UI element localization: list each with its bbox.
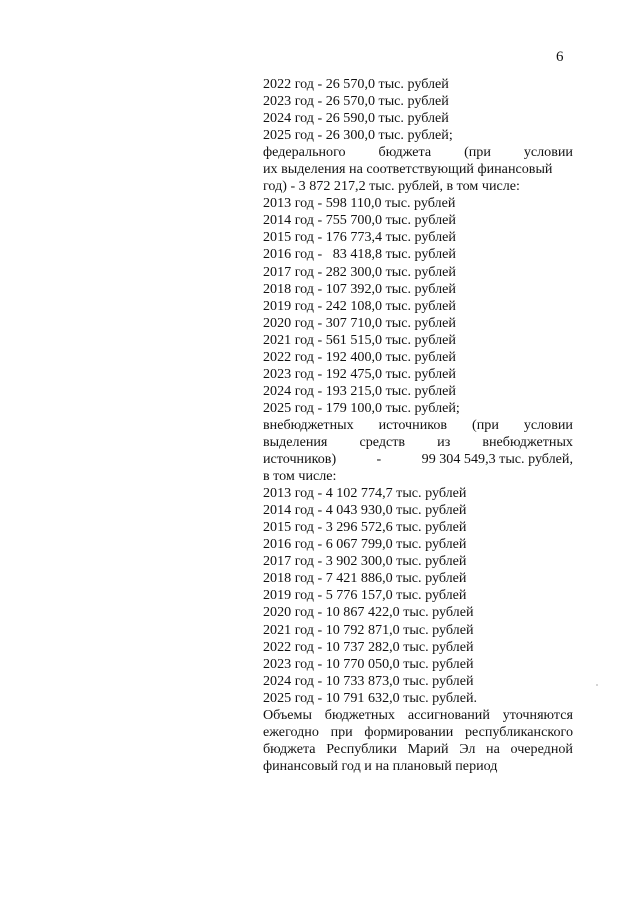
year-line: 2013 год - 598 110,0 тыс. рублей (263, 195, 456, 212)
word: 99 304 549,3 тыс. рублей, (421, 451, 573, 468)
year-line: 2018 год - 107 392,0 тыс. рублей (263, 280, 456, 297)
extrabudgetary-section (263, 417, 573, 707)
federal-section (263, 144, 573, 417)
extrabudgetary-intro-line (263, 434, 573, 451)
word: бюджетных (324, 706, 395, 723)
year-line: 2020 год - 10 867 422,0 тыс. рублей (263, 604, 474, 621)
closing-line (263, 724, 573, 741)
closing-line (263, 707, 573, 724)
word: бюджета (263, 740, 316, 757)
year-line: 2021 год - 10 792 871,0 тыс. рублей (263, 621, 474, 638)
year-line: 2022 год - 26 570,0 тыс. рублей (263, 76, 449, 92)
word: (при (464, 144, 491, 161)
year-line: 2015 год - 3 296 572,6 тыс. рублей (263, 519, 467, 536)
word: из (437, 433, 451, 450)
extrabudgetary-total-line (263, 451, 573, 468)
year-line: 2025 год - 179 100,0 тыс. рублей; (263, 399, 460, 416)
word: очередной (510, 740, 573, 757)
word: условии (523, 144, 573, 161)
regional-years-list (263, 76, 573, 144)
year-line: 2019 год - 242 108,0 тыс. рублей (263, 297, 456, 314)
word: выделения (263, 433, 328, 450)
word: условии (523, 416, 573, 433)
year-line: 2013 год - 4 102 774,7 тыс. рублей (263, 485, 467, 502)
word: уточняются (502, 706, 573, 723)
year-line: 2020 год - 307 710,0 тыс. рублей (263, 314, 456, 331)
year-line: 2025 год - 26 300,0 тыс. рублей; (263, 127, 453, 144)
year-line: 2015 год - 176 773,4 тыс. рублей (263, 229, 456, 246)
year-line: 2023 год - 192 475,0 тыс. рублей (263, 365, 456, 382)
word: Марий (407, 740, 449, 757)
year-line: 2017 год - 282 300,0 тыс. рублей (263, 263, 456, 280)
word: Объемы (263, 706, 312, 723)
extrabudgetary-intro-line (263, 417, 573, 434)
year-line: 2014 год - 4 043 930,0 тыс. рублей (263, 502, 467, 519)
word: ежегодно (263, 723, 319, 740)
year-line: 2017 год - 3 902 300,0 тыс. рублей (263, 553, 467, 570)
year-line: 2022 год - 192 400,0 тыс. рублей (263, 348, 456, 365)
year-line: 2022 год - 10 737 282,0 тыс. рублей (263, 638, 474, 655)
year-line: 2016 год - 83 418,8 тыс. рублей (263, 246, 456, 263)
word: - (376, 451, 382, 468)
word: средств (359, 433, 406, 450)
closing-line (263, 741, 573, 758)
word: источников) (263, 451, 337, 468)
year-line: 2025 год - 10 791 632,0 тыс. рублей. (263, 689, 478, 706)
word: ассигнований (407, 706, 490, 723)
year-line: 2014 год - 755 700,0 тыс. рублей (263, 212, 456, 229)
page-number: 6 (556, 49, 564, 65)
year-line: 2023 год - 10 770 050,0 тыс. рублей (263, 655, 474, 672)
word: формировании (364, 723, 454, 740)
word: источников (378, 416, 448, 433)
word: на (486, 740, 500, 757)
word: федерального (263, 144, 346, 161)
federal-total-line: год) - 3 872 217,2 тыс. рублей, в том числе: (263, 178, 520, 195)
word: при (330, 723, 353, 740)
word: Эл (459, 740, 476, 757)
word: внебюджетных (482, 433, 573, 450)
word: Республики (326, 740, 397, 757)
word: республиканского (464, 723, 573, 740)
year-line: 2016 год - 6 067 799,0 тыс. рублей (263, 536, 467, 553)
year-line: 2018 год - 7 421 886,0 тыс. рублей (263, 570, 467, 587)
document-body (263, 76, 573, 775)
extrabudgetary-intro-line: в том числе: (263, 468, 337, 485)
year-line: 2021 год - 561 515,0 тыс. рублей (263, 331, 456, 348)
year-line: 2024 год - 193 215,0 тыс. рублей (263, 382, 456, 399)
closing-paragraph (263, 707, 573, 775)
federal-intro-line (263, 144, 573, 161)
word: внебюджетных (263, 416, 354, 433)
closing-line: финансовый год и на плановый период (263, 757, 498, 774)
word: бюджета (378, 144, 432, 161)
year-line: 2023 год - 26 570,0 тыс. рублей (263, 93, 449, 110)
year-line: 2024 год - 26 590,0 тыс. рублей (263, 110, 449, 127)
federal-intro-line: их выделения на соответствующий финансовый (263, 161, 553, 178)
word: (при (472, 416, 499, 433)
year-line: 2019 год - 5 776 157,0 тыс. рублей (263, 587, 467, 604)
scan-speck (596, 684, 598, 686)
year-line: 2024 год - 10 733 873,0 тыс. рублей (263, 672, 474, 689)
